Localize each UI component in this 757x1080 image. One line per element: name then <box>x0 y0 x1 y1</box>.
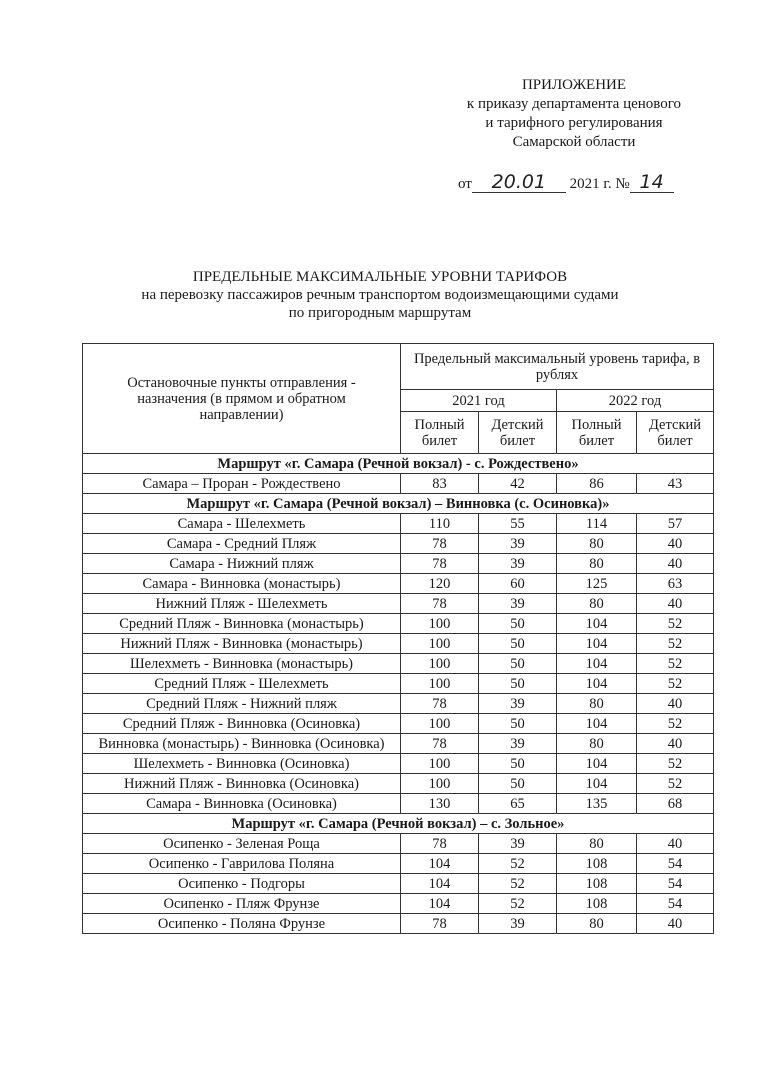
fare-2022-child: 40 <box>637 914 714 934</box>
fare-2021-child: 42 <box>479 474 557 494</box>
fare-2021-child: 50 <box>479 654 557 674</box>
table-row <box>83 654 714 674</box>
stop-pair: Осипенко - Пляж Фрунзе <box>83 894 401 914</box>
fare-2022-full: 135 <box>557 794 637 814</box>
fare-2022-child: 54 <box>637 854 714 874</box>
stop-pair: Осипенко - Подгоры <box>83 874 401 894</box>
fare-2021-child: 39 <box>479 594 557 614</box>
stop-pair: Шелехметь - Винновка (Осиновка) <box>83 754 401 774</box>
fare-2022-child: 40 <box>637 734 714 754</box>
table-row <box>83 754 714 774</box>
title-line: на перевозку пассажиров речным транспортом водоизмещающими судами <box>141 287 619 303</box>
fare-2022-child: 52 <box>637 714 714 734</box>
fare-2022-full: 108 <box>557 894 637 914</box>
stop-pair: Самара - Нижний пляж <box>83 554 401 574</box>
table-row <box>83 794 714 814</box>
table-row <box>83 614 714 634</box>
fare-2022-full: 80 <box>557 554 637 574</box>
title-line: по пригородным маршрутам <box>288 305 472 321</box>
stop-pair: Средний Пляж - Шелехметь <box>83 674 401 694</box>
route-name: Маршрут «г. Самара (Речной вокзал) - с. Рождествено» <box>83 454 714 474</box>
table-row <box>83 874 714 894</box>
fare-2022-full: 104 <box>557 654 637 674</box>
table-row <box>83 574 714 594</box>
fare-2022-child: 40 <box>637 834 714 854</box>
fare-2021-child: 39 <box>479 834 557 854</box>
table-row <box>83 894 714 914</box>
fare-2022-child: 52 <box>637 774 714 794</box>
fare-2022-child: 52 <box>637 634 714 654</box>
order-date-handwritten: 20.01 <box>472 172 566 193</box>
fare-2022-full: 80 <box>557 734 637 754</box>
stop-pair: Самара - Винновка (монастырь) <box>83 574 401 594</box>
fare-2021-child: 50 <box>479 754 557 774</box>
fare-2021-full: 110 <box>401 514 479 534</box>
header-year-2021: 2021 год <box>401 390 557 412</box>
fare-2021-child: 50 <box>479 714 557 734</box>
fare-2022-full: 104 <box>557 674 637 694</box>
header-full-ticket: Полный билет <box>401 412 479 454</box>
fare-2022-child: 54 <box>637 874 714 894</box>
fare-2021-child: 50 <box>479 774 557 794</box>
table-row <box>83 834 714 854</box>
fare-2022-full: 125 <box>557 574 637 594</box>
fare-2022-full: 104 <box>557 754 637 774</box>
fare-2021-child: 39 <box>479 694 557 714</box>
fare-2021-full: 120 <box>401 574 479 594</box>
appendix-title: ПРИЛОЖЕНИЕ <box>521 77 627 93</box>
fare-2021-child: 50 <box>479 634 557 654</box>
fare-2021-child: 39 <box>479 734 557 754</box>
route-header-row <box>83 814 714 834</box>
stop-pair: Винновка (монастырь) - Винновка (Осиновка) <box>83 734 401 754</box>
fare-2021-child: 39 <box>479 554 557 574</box>
fare-2022-full: 104 <box>557 714 637 734</box>
fare-2022-full: 108 <box>557 854 637 874</box>
fare-2022-full: 80 <box>557 534 637 554</box>
stop-pair: Нижний Пляж - Шелехметь <box>83 594 401 614</box>
fare-2022-full: 80 <box>557 834 637 854</box>
fare-2022-full: 104 <box>557 614 637 634</box>
fare-2022-child: 40 <box>637 554 714 574</box>
fare-2021-child: 50 <box>479 674 557 694</box>
fare-2021-child: 55 <box>479 514 557 534</box>
fare-2022-child: 57 <box>637 514 714 534</box>
fare-2022-child: 52 <box>637 654 714 674</box>
table-row <box>83 774 714 794</box>
fare-2021-full: 104 <box>401 874 479 894</box>
fare-2021-child: 39 <box>479 914 557 934</box>
stop-pair: Самара - Винновка (Осиновка) <box>83 794 401 814</box>
fare-2022-child: 40 <box>637 594 714 614</box>
table-row <box>83 694 714 714</box>
fare-2021-full: 130 <box>401 794 479 814</box>
fare-2021-full: 100 <box>401 674 479 694</box>
fare-2022-child: 40 <box>637 694 714 714</box>
fare-2021-full: 100 <box>401 634 479 654</box>
order-number-handwritten: 14 <box>630 172 674 193</box>
stop-pair: Осипенко - Зеленая Роща <box>83 834 401 854</box>
fare-2022-child: 40 <box>637 534 714 554</box>
appendix-line: Самарской области <box>512 134 636 150</box>
fare-2022-full: 80 <box>557 594 637 614</box>
header-stops: Остановочные пункты отправления - назначения (в прямом и обратном направлении) <box>83 344 401 454</box>
route-header-row <box>83 454 714 474</box>
fare-2021-full: 100 <box>401 614 479 634</box>
stop-pair: Самара - Средний Пляж <box>83 534 401 554</box>
fare-2021-full: 100 <box>401 774 479 794</box>
route-name: Маршрут «г. Самара (Речной вокзал) – с. Зольное» <box>83 814 714 834</box>
fare-2021-child: 39 <box>479 534 557 554</box>
fare-2021-full: 78 <box>401 554 479 574</box>
fare-2021-full: 100 <box>401 754 479 774</box>
fare-2022-child: 52 <box>637 674 714 694</box>
stop-pair: Нижний Пляж - Винновка (Осиновка) <box>83 774 401 794</box>
fare-2021-child: 52 <box>479 874 557 894</box>
fare-2021-child: 65 <box>479 794 557 814</box>
stop-pair: Осипенко - Поляна Фрунзе <box>83 914 401 934</box>
document-title <box>80 268 680 322</box>
fare-2021-full: 83 <box>401 474 479 494</box>
table-row <box>83 714 714 734</box>
fare-2022-child: 63 <box>637 574 714 594</box>
fare-2021-full: 78 <box>401 914 479 934</box>
fare-2021-full: 78 <box>401 694 479 714</box>
appendix-line: и тарифного регулирования <box>485 115 663 131</box>
table-row <box>83 554 714 574</box>
fare-2021-full: 78 <box>401 834 479 854</box>
order-reference <box>458 172 708 194</box>
fare-2021-full: 100 <box>401 654 479 674</box>
table-row <box>83 854 714 874</box>
order-prefix: от <box>458 176 472 192</box>
fare-2021-child: 50 <box>479 614 557 634</box>
appendix-line: к приказу департамента ценового <box>466 96 682 112</box>
fare-2021-full: 104 <box>401 854 479 874</box>
fare-2021-full: 78 <box>401 534 479 554</box>
fare-2021-full: 78 <box>401 594 479 614</box>
table-row <box>83 594 714 614</box>
fare-2022-child: 52 <box>637 754 714 774</box>
stop-pair: Средний Пляж - Винновка (монастырь) <box>83 614 401 634</box>
title-line: ПРЕДЕЛЬНЫЕ МАКСИМАЛЬНЫЕ УРОВНИ ТАРИФОВ <box>192 269 568 285</box>
fare-2021-full: 100 <box>401 714 479 734</box>
stop-pair: Осипенко - Гаврилова Поляна <box>83 854 401 874</box>
fare-2022-full: 104 <box>557 774 637 794</box>
fare-2022-child: 54 <box>637 894 714 914</box>
stop-pair: Средний Пляж - Винновка (Осиновка) <box>83 714 401 734</box>
tariff-table <box>82 343 714 934</box>
appendix-header <box>440 76 708 152</box>
header-full-ticket: Полный билет <box>557 412 637 454</box>
header-year-2022: 2022 год <box>557 390 714 412</box>
table-row <box>83 634 714 654</box>
fare-2022-child: 52 <box>637 614 714 634</box>
stop-pair: Самара - Шелехметь <box>83 514 401 534</box>
table-row <box>83 734 714 754</box>
table-row <box>83 674 714 694</box>
stop-pair: Средний Пляж - Нижний пляж <box>83 694 401 714</box>
header-tariff: Предельный максимальный уровень тарифа, в рублях <box>401 344 714 390</box>
header-child-ticket: Детский билет <box>637 412 714 454</box>
fare-2021-child: 60 <box>479 574 557 594</box>
route-header-row <box>83 494 714 514</box>
table-row <box>83 914 714 934</box>
tariff-body <box>83 454 714 934</box>
fare-2022-full: 80 <box>557 694 637 714</box>
table-row <box>83 534 714 554</box>
fare-2021-child: 52 <box>479 854 557 874</box>
order-year: 2021 г. № <box>569 176 630 192</box>
fare-2021-full: 104 <box>401 894 479 914</box>
fare-2022-full: 108 <box>557 874 637 894</box>
fare-2022-full: 80 <box>557 914 637 934</box>
table-row <box>83 474 714 494</box>
route-name: Маршрут «г. Самара (Речной вокзал) – Винновка (с. Осиновка)» <box>83 494 714 514</box>
fare-2021-child: 52 <box>479 894 557 914</box>
stop-pair: Шелехметь - Винновка (монастырь) <box>83 654 401 674</box>
stop-pair: Нижний Пляж - Винновка (монастырь) <box>83 634 401 654</box>
table-row <box>83 514 714 534</box>
fare-2021-full: 78 <box>401 734 479 754</box>
fare-2022-child: 68 <box>637 794 714 814</box>
stop-pair: Самара – Проран - Рождествено <box>83 474 401 494</box>
header-child-ticket: Детский билет <box>479 412 557 454</box>
fare-2022-full: 86 <box>557 474 637 494</box>
fare-2022-child: 43 <box>637 474 714 494</box>
fare-2022-full: 104 <box>557 634 637 654</box>
fare-2022-full: 114 <box>557 514 637 534</box>
